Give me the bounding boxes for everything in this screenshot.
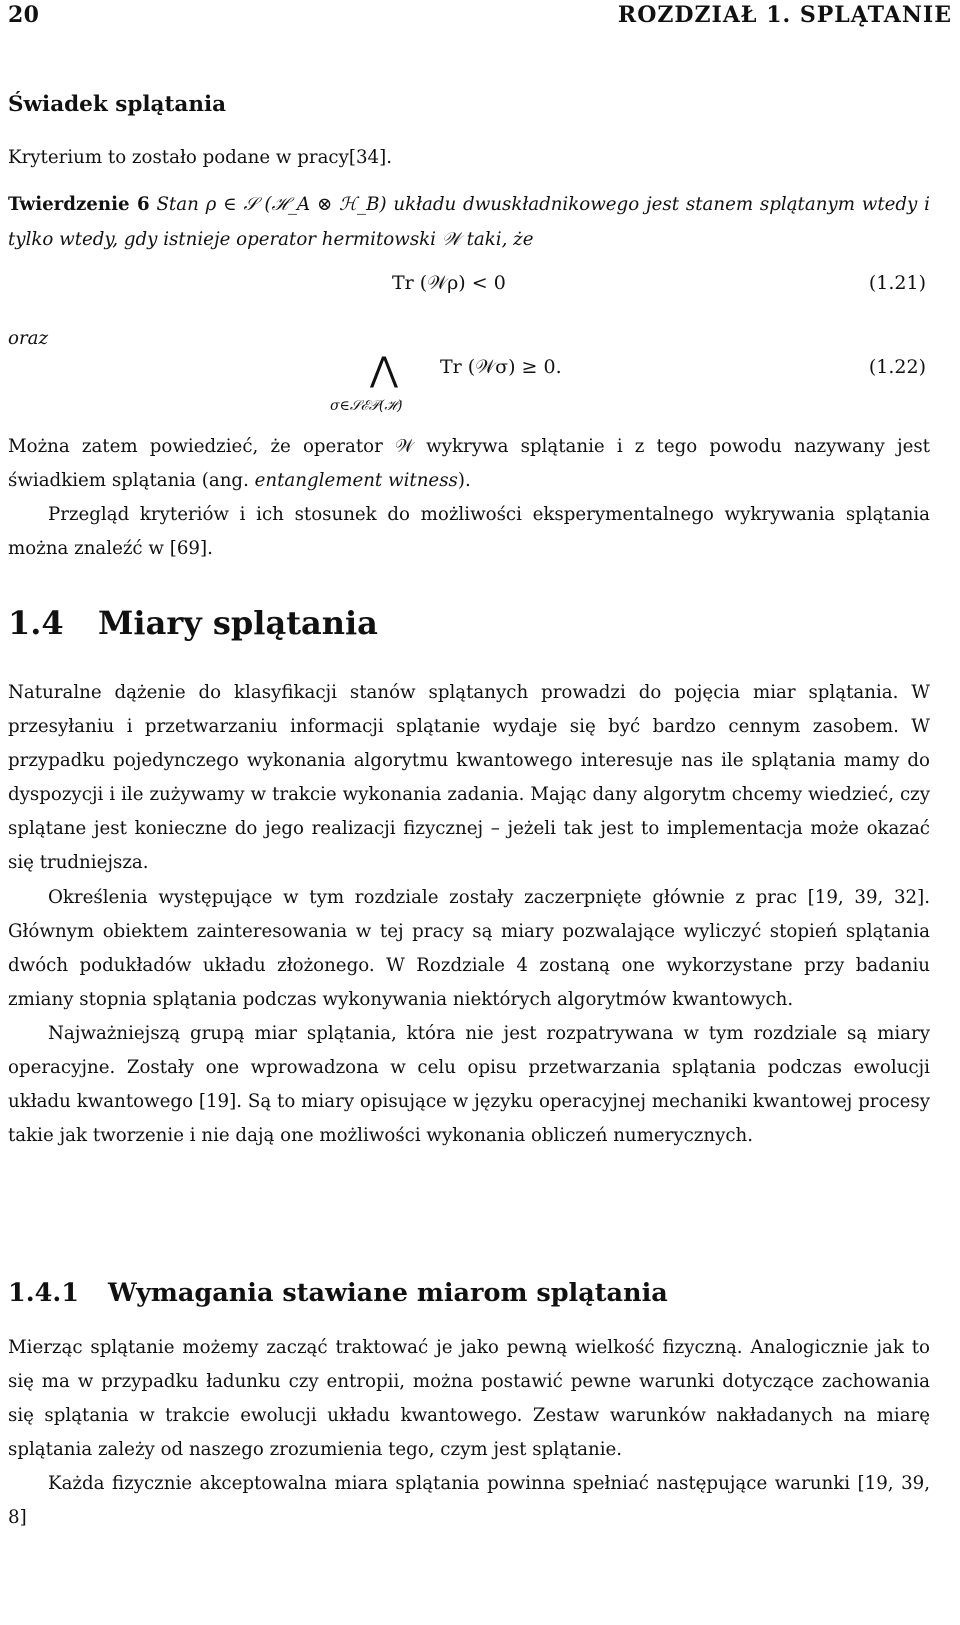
section-body [8, 676, 930, 1153]
subsection-paragraph-2: Każda fizycznie akceptowalna miara splątania powinna spełniać następujące warunki [19, 39, 8] [8, 1473, 930, 1529]
entanglement-witness-term: entanglement witness [254, 470, 458, 491]
witness-paragraph-1-start: Można zatem powiedzieć, że operator 𝒲 wykrywa splątanie i z tego powodu nazywany jest świadkiem splątania (ang. [8, 436, 930, 491]
criterion-text: Kryterium to zostało podane w pracy[34]. [8, 147, 393, 168]
witness-paragraph-2: Przegląd kryteriów i ich stosunek do możliwości eksperymentalnego wykrywania splątania można znaleźć w [69]. [8, 504, 930, 559]
subsection-body [8, 1331, 930, 1536]
big-wedge-operator: ⋀ [370, 350, 398, 390]
witness-paragraph-1 [8, 430, 930, 498]
theorem-text: Stan ρ ∈ 𝒮 (ℋ_A ⊗ ℋ_B) układu dwuskładnikowego jest stanem splątanym wtedy i tylko wtedy, gdy istnieje operator hermitowski 𝒲 taki, że [8, 194, 930, 250]
equation-1-22: Tr (𝒲σ) ≥ 0. [440, 356, 562, 378]
section-title: Miary splątania [98, 604, 378, 642]
theorem-label: Twierdzenie 6 [8, 194, 150, 215]
theorem [8, 187, 930, 257]
page-number: 20 [8, 2, 40, 28]
witness-paragraphs [8, 430, 930, 566]
witness-paragraph-1-end: ). [457, 470, 471, 491]
subsection-number: 1.4.1 [8, 1278, 79, 1308]
section-paragraph-2: Określenia występujące w tym rozdziale zostały zaczerpnięte głównie z prac [19, 39, 32]. Głównym obiektem zainteresowania w tej pracy są miary pozwalające wyliczyć stopień splątania dwóch podukładów układu złożonego. W Rozdziale 4 zostaną one wykorzystane przy badaniu zmiany stopnia splątania podczas wykonywania niektórych algorytmów kwantowych. [8, 886, 930, 1010]
equation-1-22-subscript: σ∈𝒮ℰ𝒫(ℋ) [330, 398, 403, 414]
equation-1-21: Tr (𝒲ρ) < 0 [392, 272, 506, 294]
section-paragraph-3: Najważniejszą grupą miar splątania, która nie jest rozpatrywana w tym rozdziale są miary operacyjne. Zostały one wprowadzona w celu opisu przetwarzania splątania podczas ewolucji układu kwantowego [19]. Są to miary opisujące w języku operacyjnej mechaniki kwantowej procesy takie jak tworzenie i nie dają one możliwości wykonania obliczeń numerycznych. [8, 1022, 930, 1147]
subsection-paragraph-1: Mierząc splątanie możemy zacząć traktować je jako pewną wielkość fizyczną. Analogicznie jak to się ma w przypadku ładunku czy entropii, można postawić pewne warunki dotyczące zachowania się splątania w trakcie ewolucji układu kwantowego. Zestaw warunków nakładanych na miarę splątania zależy od naszego zrozumienia tego, czym jest splątanie. [8, 1337, 930, 1461]
oraz-word: oraz [8, 328, 49, 349]
subsection-heading [8, 1278, 668, 1308]
section-paragraph-1: Naturalne dążenie do klasyfikacji stanów splątanych prowadzi do pojęcia miar splątania. W przesyłaniu i przetwarzaniu informacji splątanie wydaje się być bardzo cennym zasobem. W przypadku pojedynczego wykonania algorytmu kwantowego interesuje nas ile splątania mamy do dyspozycji i ile zużywamy w trakcie wykonania zadania. Mając dany algorytm chcemy wiedzieć, czy splątane jest konieczne do jego realizacji fizycznej – jeżeli tak jest to implementacja może okazać się trudniejsza. [8, 682, 930, 874]
equation-number-1-22: (1.22) [868, 356, 926, 378]
witness-heading: Świadek splątania [8, 92, 227, 117]
running-header [8, 2, 952, 32]
equation-number-1-21: (1.21) [868, 272, 926, 294]
theorem-block [8, 187, 930, 257]
subsection-title: Wymagania stawiane miarom splątania [108, 1278, 668, 1308]
section-number: 1.4 [8, 604, 64, 642]
chapter-title: ROZDZIAŁ 1. SPLĄTANIE [617, 2, 952, 28]
section-heading [8, 604, 378, 642]
criterion-paragraph [8, 141, 930, 175]
